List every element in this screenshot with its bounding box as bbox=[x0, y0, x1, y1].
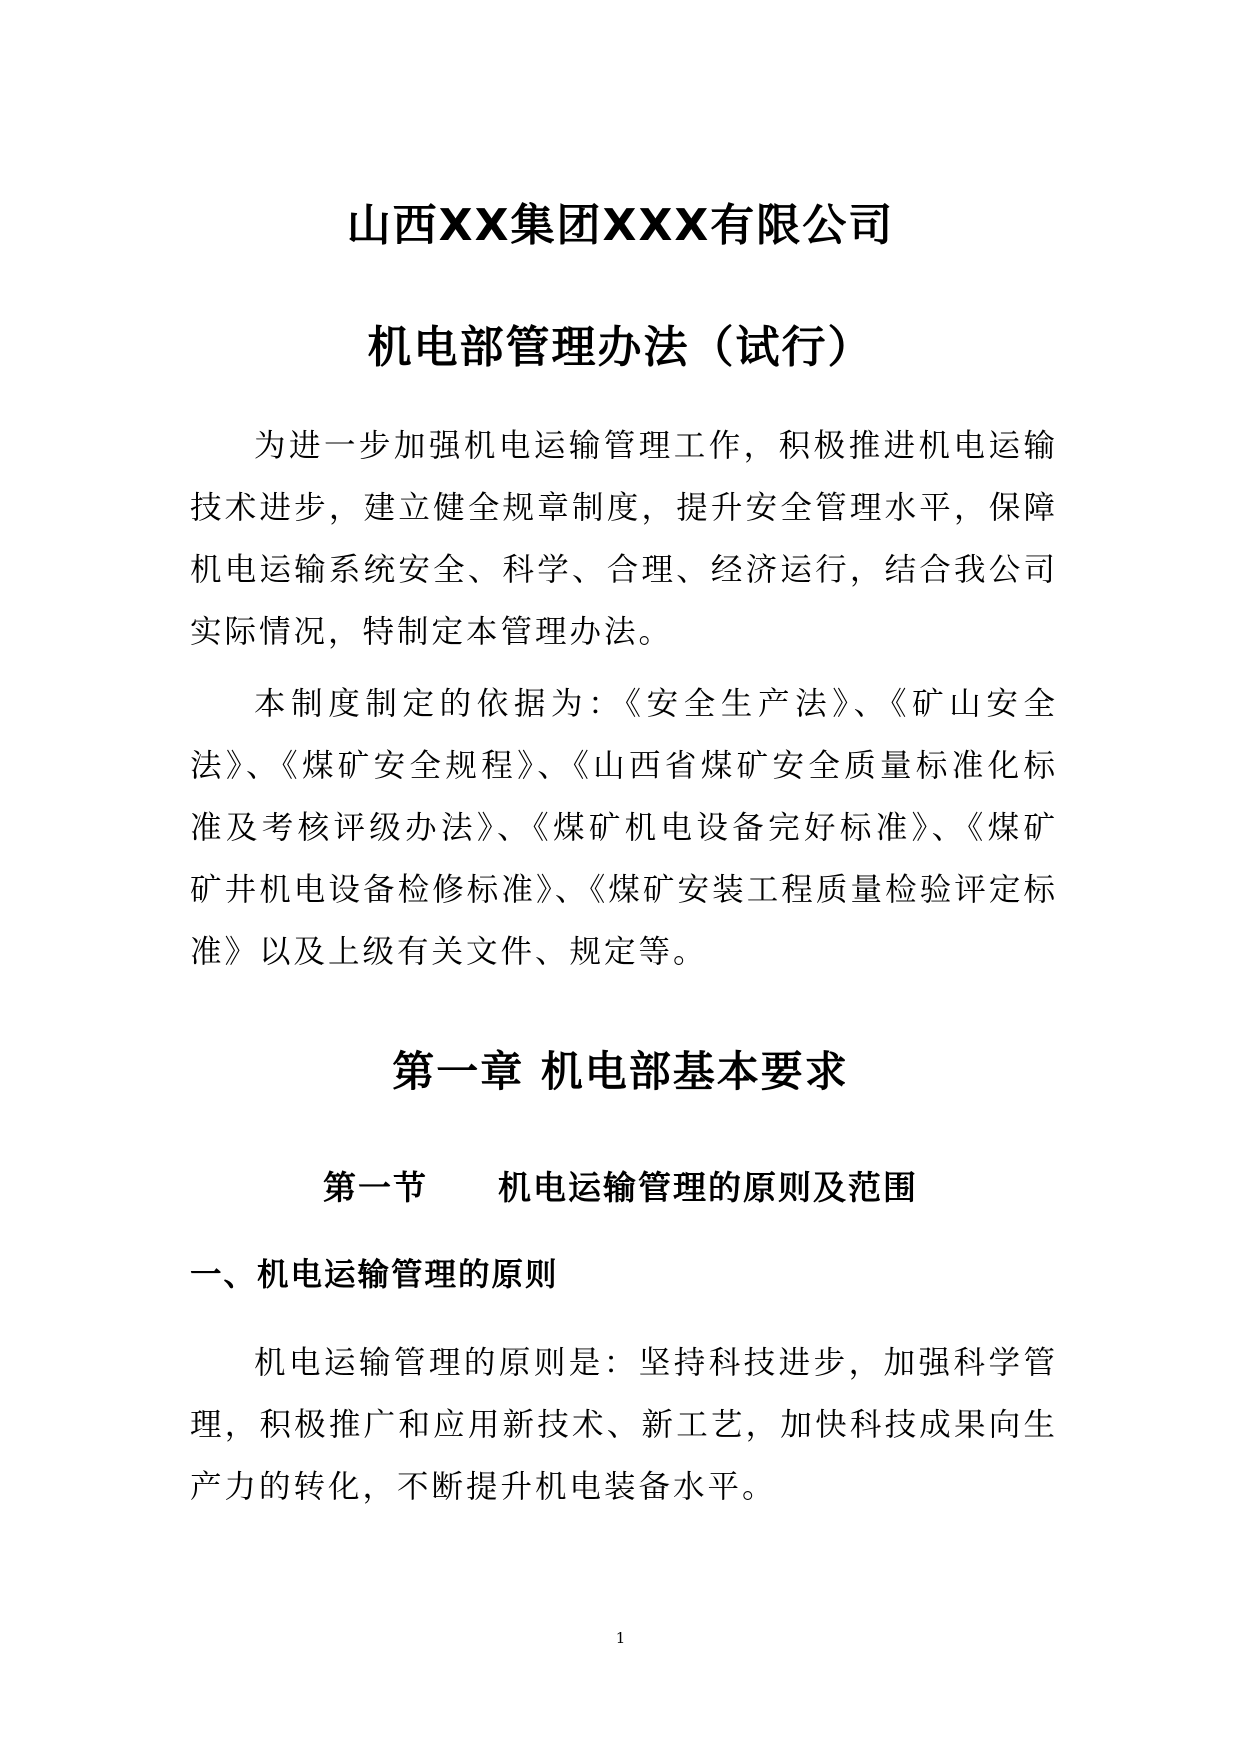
section-heading bbox=[0, 1163, 1241, 1213]
subheading: 一、机电运输管理的原则 bbox=[190, 1257, 559, 1293]
chapter-heading: 第一章 机电部基本要求 bbox=[392, 1047, 849, 1096]
principle-paragraph: 机电运输管理的原则是：坚持科技进步，加强科学管理，积极推广和应用新技术、新工艺，加快科技成果向生产力的转化，不断提升机电装备水平。 bbox=[190, 1345, 1058, 1505]
section-number: 第一节 bbox=[323, 1168, 428, 1207]
page-number: 1 bbox=[615, 1629, 626, 1647]
basis-paragraph: 本制度制定的依据为：《安全生产法》、《矿山安全法》、《煤矿安全规程》、《山西省煤矿安全质量标准化标准及考核评级办法》、《煤矿机电设备完好标准》、《煤矿矿井机电设备检修标准》、《煤矿安装工程质量检验评定标准》以及上级有关文件、规定等。 bbox=[190, 686, 1058, 970]
section-title: 机电运输管理的原则及范围 bbox=[498, 1168, 918, 1207]
document-title-main: 机电部管理办法（试行） bbox=[367, 322, 874, 373]
document-title-company: 山西XX集团XXX有限公司 bbox=[346, 200, 895, 251]
intro-paragraph: 为进一步加强机电运输管理工作，积极推进机电运输技术进步，建立健全规章制度，提升安全管理水平，保障机电运输系统安全、科学、合理、经济运行，结合我公司实际情况，特制定本管理办法。 bbox=[190, 428, 1058, 650]
